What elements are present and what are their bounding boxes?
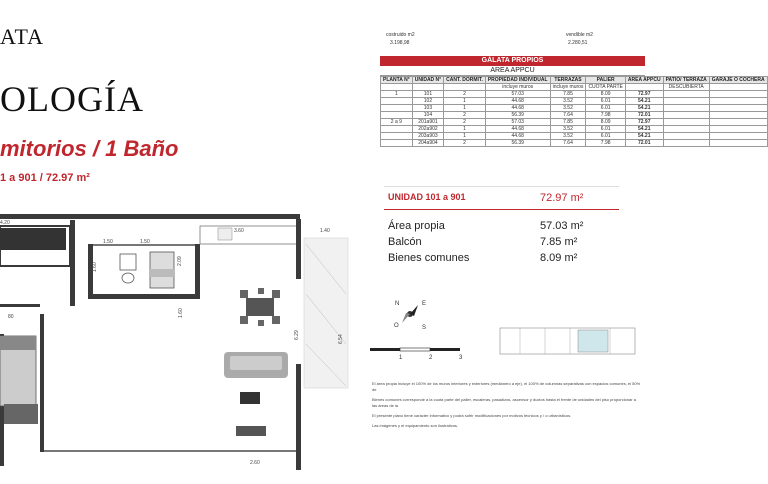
brand-logo-text: ATA: [0, 24, 45, 49]
table-cell: 202a902: [412, 126, 443, 133]
subheader-cell: incluye muros: [550, 84, 586, 91]
area-balcony-value: 7.85 m²: [540, 236, 578, 248]
floor-plan: [0, 214, 360, 484]
table-cell: [663, 105, 709, 112]
dimension-label: 2.09: [177, 256, 183, 266]
summary-table-body: [381, 91, 768, 147]
summary-table-row: [381, 98, 768, 105]
summary-table-title: GÁLATA PROPIOS: [380, 56, 645, 66]
tv-icon: [240, 392, 260, 404]
toilet-icon: [120, 254, 136, 270]
balcony-area: [304, 238, 348, 388]
table-cell: 44.68: [485, 126, 550, 133]
header-cell: TERRAZAS: [550, 77, 586, 84]
header-cell: PATIO/ TERRAZA: [663, 77, 709, 84]
table-cell: 54.21: [625, 133, 663, 140]
table-cell: 7.64: [550, 140, 586, 147]
table-cell: [381, 105, 413, 112]
table-cell: 54.21: [625, 98, 663, 105]
dimension-label: 1.50: [103, 239, 113, 245]
table-cell: 7.85: [550, 119, 586, 126]
table-cell: 1: [444, 126, 486, 133]
scale-bar: [370, 346, 470, 362]
summary-table-row: [381, 133, 768, 140]
summary-header-row: [381, 77, 768, 84]
dimension-label: 1.40: [320, 228, 330, 234]
table-cell: 72.97: [625, 91, 663, 98]
table-cell: [709, 133, 767, 140]
summary-table-row: [381, 112, 768, 119]
dimension-label: 3.60: [234, 228, 244, 234]
table-cell: 7.85: [550, 91, 586, 98]
header-cell: CANT. DORMIT.: [444, 77, 486, 84]
table-cell: 57.03: [485, 119, 550, 126]
legal-notes: [372, 381, 642, 433]
area-common-label: Bienes comunes: [388, 252, 470, 264]
table-cell: 2: [444, 119, 486, 126]
subheader-cell: [412, 84, 443, 91]
subheader-cell: incluye muros: [485, 84, 550, 91]
dimension-label: 6.29: [294, 330, 300, 340]
table-cell: 104: [412, 112, 443, 119]
note-text: Las imágenes y el equipamiento son ilustrativos.: [372, 423, 459, 428]
key-plan-thumbnail: [490, 322, 645, 362]
table-cell: 7.64: [550, 112, 586, 119]
table-cell: 203a903: [412, 133, 443, 140]
table-cell: 204a904: [412, 140, 443, 147]
note-text: El presente plano tiene carácter informativo y podrá sufrir modificaciones por motivos técnicos y / o urbanísticos.: [372, 413, 572, 418]
page-heading: OLOGÍA: [0, 79, 144, 119]
area-balcony-label: Balcón: [388, 236, 422, 248]
note-text: El área propia incluye el 100% de los muros interiores y exteriores (medianero a eje), el 100% de columnas separativas con espacios comunes, el 50% de: [372, 381, 641, 392]
built-area-label: costruido m2: [386, 32, 415, 38]
dimension-label: 1.60: [178, 308, 184, 318]
summary-table-subtitle: AREA APPCU: [380, 66, 645, 76]
table-cell: 101: [412, 91, 443, 98]
table-cell: 1: [444, 98, 486, 105]
dimension-label: 80: [8, 314, 14, 320]
dimension-label: 1.50: [140, 239, 150, 245]
subheader-cell: DESCUBIERTA: [663, 84, 709, 91]
summary-subheader-row: [381, 84, 768, 91]
table-cell: [709, 105, 767, 112]
table-cell: 72.97: [625, 119, 663, 126]
dimension-label: 2.60: [250, 460, 260, 466]
table-cell: 3.52: [550, 105, 586, 112]
header-cell: PALIER: [586, 77, 625, 84]
dimension-label: 1.60: [92, 262, 98, 272]
scale-tick: 1: [399, 355, 403, 361]
table-cell: [381, 98, 413, 105]
compass-east: E: [422, 301, 427, 307]
table-cell: 3.52: [550, 98, 586, 105]
table-cell: 56.39: [485, 140, 550, 147]
table-cell: [381, 112, 413, 119]
table-cell: 44.68: [485, 105, 550, 112]
table-cell: [709, 112, 767, 119]
area-own-value: 57.03 m²: [540, 220, 584, 232]
summary-table-row: [381, 119, 768, 126]
table-cell: [663, 126, 709, 133]
table-cell: 102: [412, 98, 443, 105]
table-cell: 1: [444, 105, 486, 112]
dimension-label: 4.20: [0, 220, 10, 226]
dining-table-icon: [246, 298, 274, 316]
summary-table-row: [381, 126, 768, 133]
built-area-value: 3.198,98: [390, 40, 410, 46]
unit-card-label: UNIDAD 101 a 901: [388, 192, 466, 202]
table-cell: 6.01: [586, 133, 625, 140]
table-cell: [709, 98, 767, 105]
table-cell: 2: [444, 112, 486, 119]
header-cell: AREA APPCU: [625, 77, 663, 84]
table-cell: [709, 126, 767, 133]
table-cell: 72.01: [625, 140, 663, 147]
summary-table-row: [381, 140, 768, 147]
area-common-value: 8.09 m²: [540, 252, 578, 264]
table-cell: 44.68: [485, 133, 550, 140]
subheader-cell: [444, 84, 486, 91]
table-cell: 3.52: [550, 133, 586, 140]
table-cell: 54.21: [625, 105, 663, 112]
header-cell: PLANTA N°: [381, 77, 413, 84]
table-cell: 1: [381, 91, 413, 98]
table-cell: 44.68: [485, 98, 550, 105]
sellable-area-label: vendible m2: [566, 32, 593, 38]
table-cell: [663, 119, 709, 126]
table-cell: 7.98: [586, 140, 625, 147]
table-cell: [381, 126, 413, 133]
table-cell: 3.52: [550, 126, 586, 133]
table-cell: [663, 133, 709, 140]
table-cell: 72.01: [625, 112, 663, 119]
header-cell: PROPIEDAD INDIVIDUAL: [485, 77, 550, 84]
subheader-cell: [709, 84, 767, 91]
table-cell: [709, 140, 767, 147]
subheader-cell: CUOTA PARTE: [586, 84, 625, 91]
table-cell: [709, 91, 767, 98]
table-cell: 54.21: [625, 126, 663, 133]
table-cell: 6.01: [586, 105, 625, 112]
table-cell: [381, 133, 413, 140]
area-own-label: Área propia: [388, 220, 445, 232]
table-cell: [663, 140, 709, 147]
table-cell: 6.01: [586, 126, 625, 133]
compass-south: S: [422, 325, 427, 331]
summary-table-block: [380, 56, 765, 147]
table-cell: 6.01: [586, 98, 625, 105]
subheader-cell: [625, 84, 663, 91]
note-text: Bienes comunes corresponde a la cuota parte del palier, escaleras, pasadizos, ascensor y ductos hasta el frente de unidades del piso proporcionar a las áreas de la: [372, 397, 636, 408]
table-cell: [663, 98, 709, 105]
table-cell: 1: [444, 133, 486, 140]
table-cell: 8.09: [586, 119, 625, 126]
table-cell: 56.39: [485, 112, 550, 119]
compass-west: O: [394, 323, 399, 329]
sellable-area-value: 2.280,51: [568, 40, 588, 46]
table-cell: 2: [444, 140, 486, 147]
summary-table: [380, 76, 768, 147]
table-cell: 57.03: [485, 91, 550, 98]
header-cell: UNIDAD N°: [412, 77, 443, 84]
table-cell: [381, 140, 413, 147]
table-cell: [709, 119, 767, 126]
scale-tick: 2: [429, 355, 433, 361]
unit-card-total: 72.97 m²: [540, 192, 584, 204]
table-cell: 2 a 9: [381, 119, 413, 126]
compass-icon: [392, 294, 432, 334]
compass-north: N: [395, 301, 400, 307]
table-cell: [663, 112, 709, 119]
summary-table-row: [381, 91, 768, 98]
scale-tick: 3: [459, 355, 463, 361]
highlighted-unit: [578, 330, 608, 352]
table-cell: 7.98: [586, 112, 625, 119]
unit-range-label: 1 a 901 / 72.97 m²: [0, 172, 90, 184]
summary-table-row: [381, 105, 768, 112]
unit-type-title: mitorios / 1 Baño: [0, 136, 179, 161]
header-cell: GARAJE O COCHERA: [709, 77, 767, 84]
table-cell: 8.09: [586, 91, 625, 98]
subheader-cell: [381, 84, 413, 91]
table-cell: 103: [412, 105, 443, 112]
table-cell: [663, 91, 709, 98]
table-cell: 2: [444, 91, 486, 98]
table-cell: 201a901: [412, 119, 443, 126]
dimension-label: 6.54: [338, 334, 344, 344]
unit-card: [384, 186, 619, 210]
